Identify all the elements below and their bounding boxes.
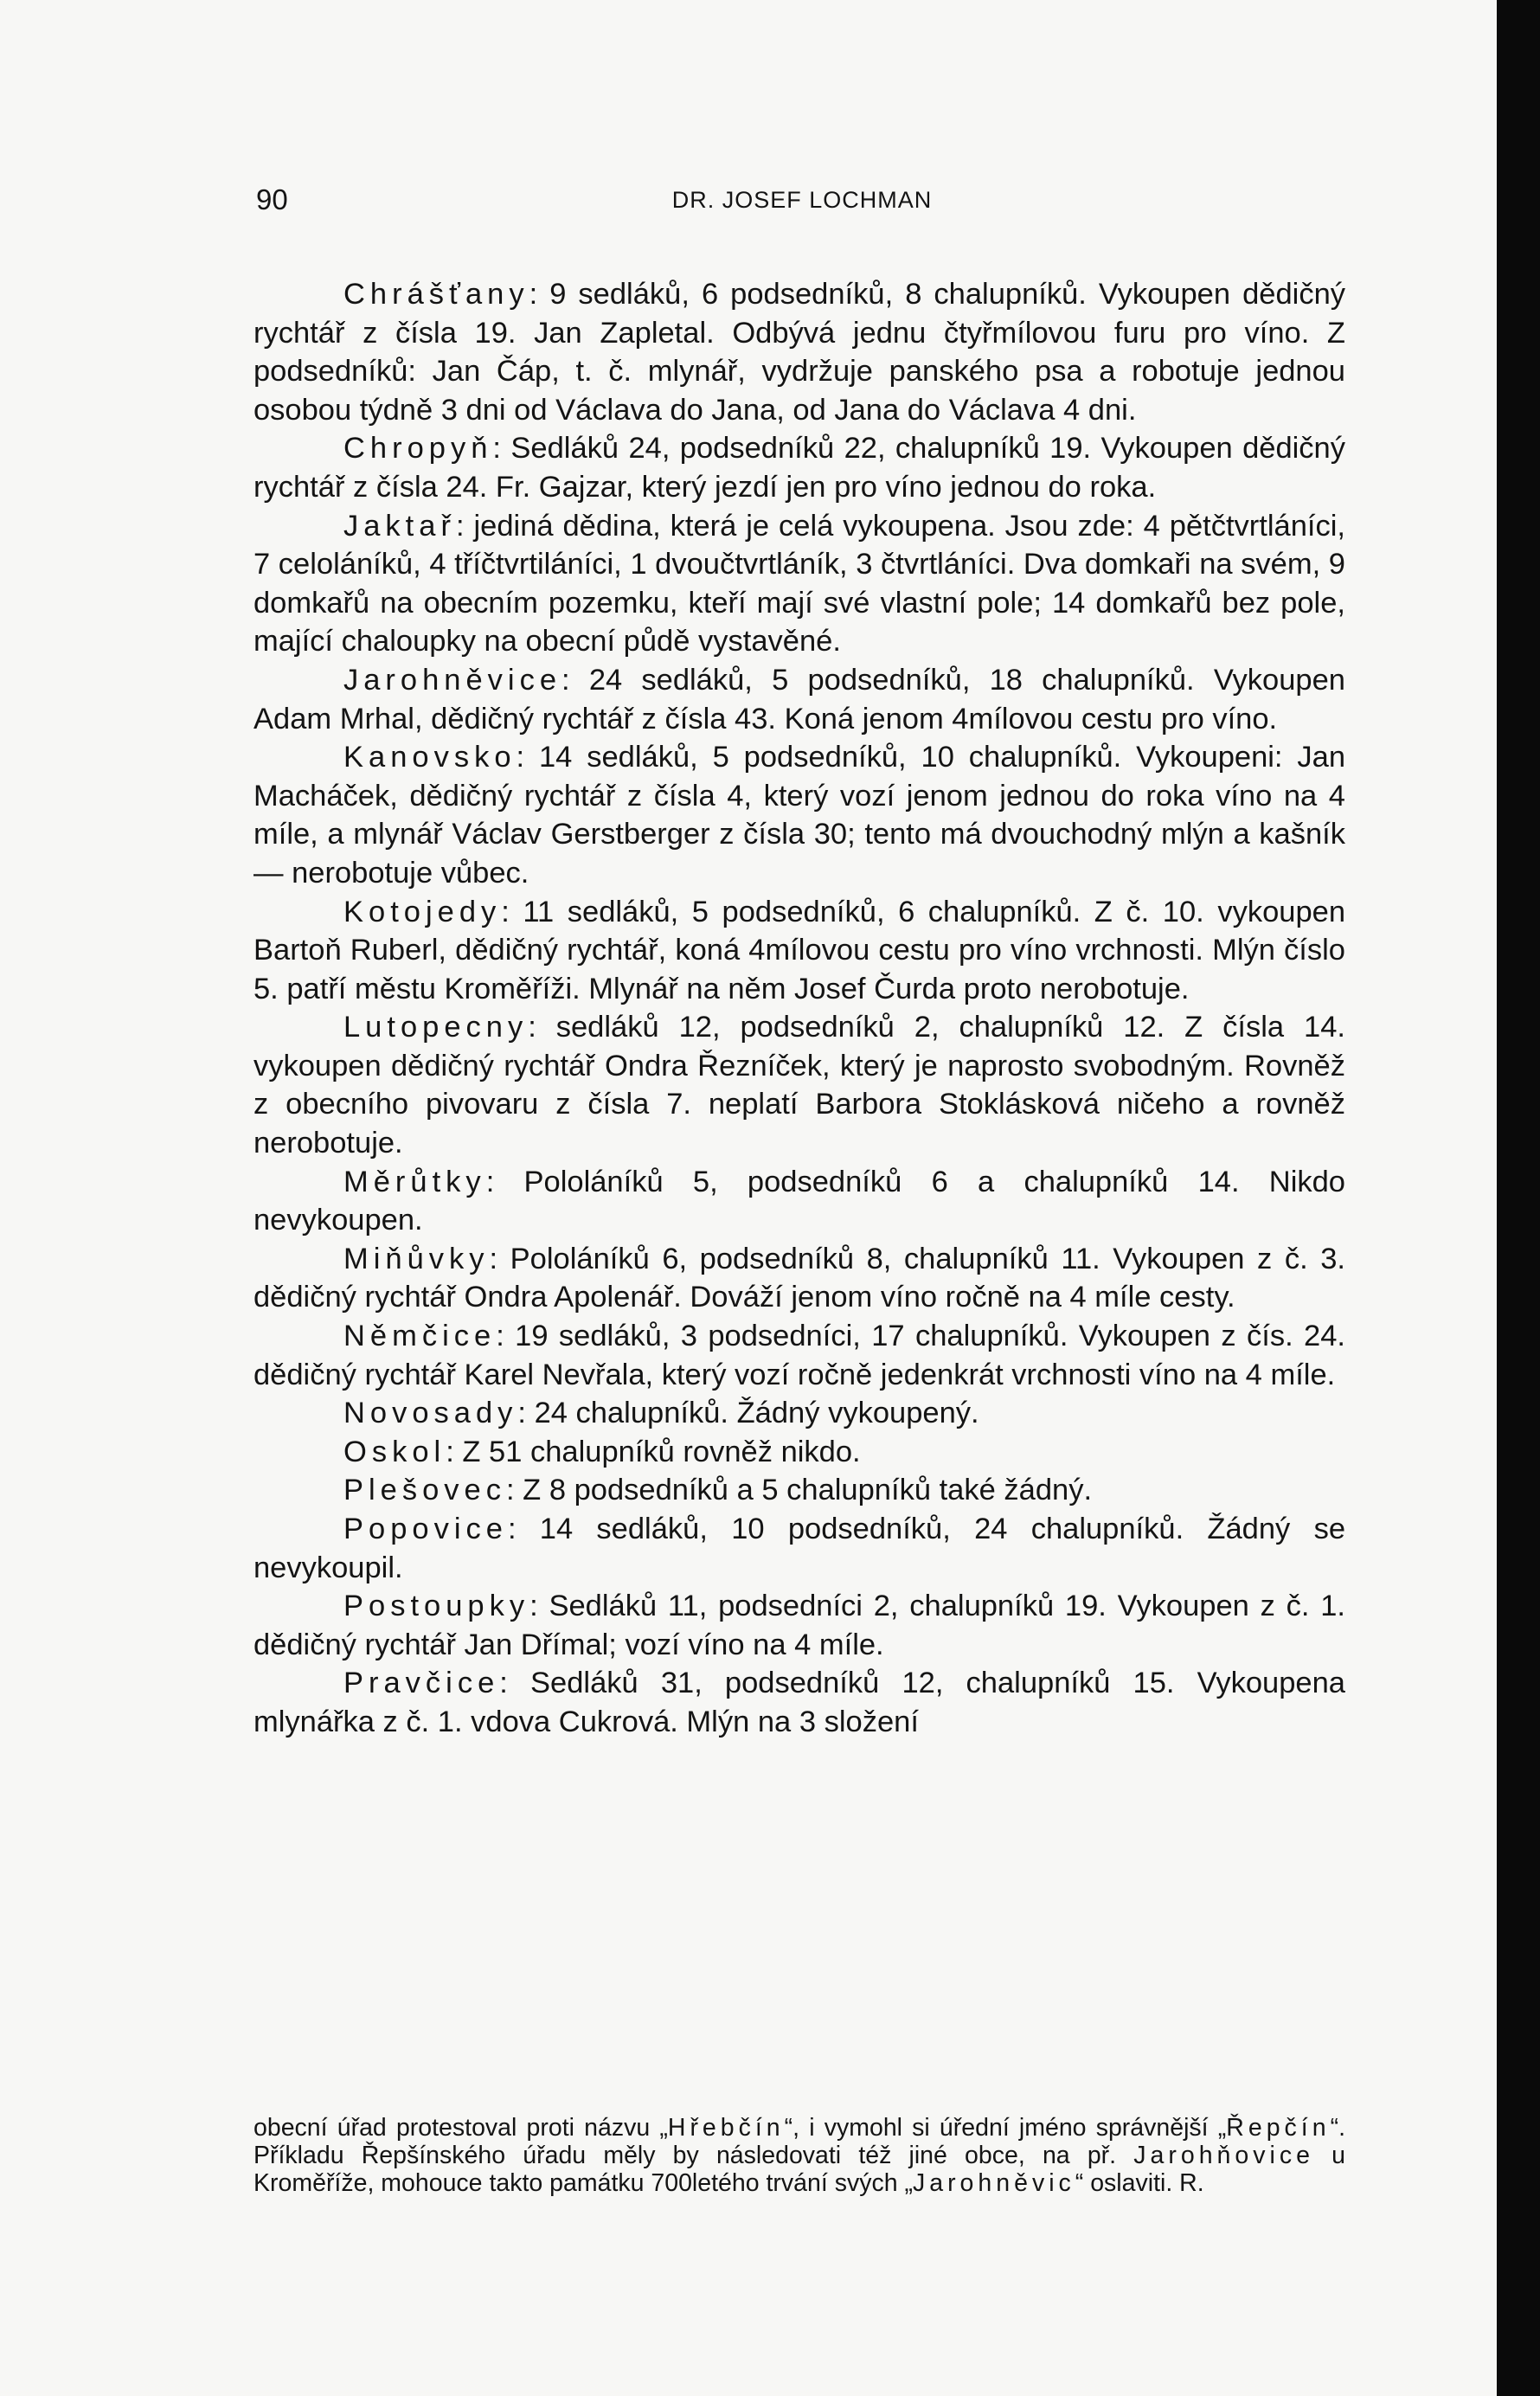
place-name: Lutopecny (343, 1011, 529, 1044)
scan-edge (1497, 0, 1540, 2396)
place-name: Oskol (343, 1435, 446, 1468)
footnote-segment: obecní úřad protestoval proti názvu „ (253, 2114, 668, 2142)
footnote-segment: “. Příkladu Řepšínského úřadu měly by následovati též jiné obce, na př. (253, 2114, 1345, 2169)
entry-text: jediná dědina, která je celá vykoupena. Jsou zde: 4 pětčtvrtláníci, 7 celoláníků, 4 tříčtvrtiláníci, 1 dvoučtvrtláník, 3 čtvrtláníci. Dva domkaři na svém, 9 domkařů na obecním pozemku, kteří mají své vlastní pole; 14 domkařů bez pole, mající chaloupky na obecní půdě vystavěné. (253, 509, 1345, 658)
footnote-name: Jarohňovice (1133, 2142, 1314, 2169)
entry-text: 24 chalupníků. Žádný vykoupený. (534, 1397, 979, 1430)
entry-text: Sedláků 11, podsedníci 2, chalupníků 19. Vykoupen z č. 1. dědičný rychtář Jan Dřímal; vozí víno na 4 míle. (253, 1590, 1345, 1661)
entry-text: Z 8 podsedníků a 5 chalupníků také žádný. (523, 1474, 1093, 1507)
place-name: Němčice (343, 1320, 497, 1353)
place-name: Miňůvky (343, 1242, 490, 1275)
place-name: Chrášťany (343, 278, 529, 311)
page-header (256, 183, 1348, 227)
place-name: Kanovsko (343, 741, 517, 774)
entry-nemcice: Němčice: 19 sedláků, 3 podsedníci, 17 chalupníků. Vykoupen z čís. 24. dědičný rychtář Karel Nevřala, který vozí ročně jedenkrát vrchnosti víno na 4 míle. (253, 1320, 1345, 1391)
entry-plesovec: Plešovec: Z 8 podsedníků a 5 chalupníků také žádný. (343, 1474, 1093, 1507)
place-name: Popovice (343, 1513, 508, 1545)
entry-text: Sedláků 31, podsedníků 12, chalupníků 15. Vykoupena mlynářka z č. 1. vdova Cukrová. Mlýn na 3 složení (253, 1667, 1345, 1738)
entry-popovice: Popovice: 14 sedláků, 10 podsedníků, 24 chalupníků. Žádný se nevykoupil. (253, 1513, 1346, 1584)
entry-pravcice: Pravčice: Sedláků 31, podsedníků 12, chalupníků 15. Vykoupena mlynářka z č. 1. vdova Cukrová. Mlýn na 3 složení (253, 1667, 1345, 1738)
entry-text: 24 sedláků, 5 podsedníků, 18 chalupníků. Vykoupen Adam Mrhal, dědičný rychtář z čísla 43. Koná jenom 4mílovou cestu pro víno. (253, 663, 1345, 736)
entry-lutopecny: Lutopecny: sedláků 12, podsedníků 2, chalupníků 12. Z čísla 14. vykoupen dědičný rychtář Ondra Řezníček, který je naprosto svobodným. Rovněž z obecního pivovaru z čísla 7. neplatí Barbora Stoklásková ničeho a rovněž nerobotuje. (253, 1011, 1345, 1160)
footnote-segment: “ oslaviti. R. (1075, 2169, 1204, 2197)
entry-jarohnevice: Jarohněvice: 24 sedláků, 5 podsedníků, 18 chalupníků. Vykoupen Adam Mrhal, dědičný rychtář z čísla 43. Koná jenom 4mílovou cestu pro víno. (253, 663, 1345, 736)
place-name: Měrůtky (343, 1165, 486, 1198)
entry-novosady: Novosady: 24 chalupníků. Žádný vykoupený. (343, 1397, 979, 1430)
entry-text: 19 sedláků, 3 podsedníci, 17 chalupníků. Vykoupen z čís. 24. dědičný rychtář Karel Nevřala, který vozí ročně jedenkrát vrchnosti víno na 4 míle. (253, 1320, 1345, 1391)
place-name: Plešovec (343, 1474, 506, 1507)
entry-oskol: Oskol: Z 51 chalupníků rovněž nikdo. (343, 1435, 861, 1468)
footnote-text (253, 2114, 1345, 2197)
entry-postoupky: Postoupky: Sedláků 11, podsedníci 2, chalupníků 19. Vykoupen z č. 1. dědičný rychtář Jan Dřímal; vozí víno na 4 míle. (253, 1590, 1345, 1661)
place-name: Novosady (343, 1397, 518, 1430)
entry-chrastany: Chrášťany: 9 sedláků, 6 podsedníků, 8 chalupníků. Vykoupen dědičný rychtář z čísla 19. Jan Zapletal. Odbývá jednu čtyřmílovou furu pro víno. Z podsedníků: Jan Čáp, t. č. mlynář, vydržuje panského psa a robotuje jednou osobou týdně 3 dni od Václava do Jana, od Jana do Václava 4 dni. (253, 278, 1346, 427)
footnote-segment: “, i vymohl si úřední jméno správnější „ (784, 2114, 1227, 2142)
entry-jaktar: Jaktař: jediná dědina, která je celá vykoupena. Jsou zde: 4 pětčtvrtláníci, 7 celoláníků, 4 tříčtvrtiláníci, 1 dvoučtvrtláník, 3 čtvrtláníci. Dva domkaři na svém, 9 domkařů na obecním pozemku, kteří mají své vlastní pole; 14 domkařů bez pole, mající chaloupky na obecní půdě vystavěné. (253, 509, 1345, 658)
entry-minuvky: Miňůvky: Pololáníků 6, podsedníků 8, chalupníků 11. Vykoupen z č. 3. dědičný rychtář Ondra Apolenář. Dováží jenom víno ročně na 4 míle cesty. (253, 1242, 1345, 1314)
place-name: Chropyň (343, 432, 493, 466)
entry-text: 11 sedláků, 5 podsedníků, 6 chalupníků. Z č. 10. vykoupen Bartoň Ruberl, dědičný rychtář, koná 4mílovou cestu pro víno vrchnosti. Mlýn číslo 5. patří městu Kroměříži. Mlynář na něm Josef Čurda proto nerobotuje. (253, 895, 1346, 1005)
body-text (253, 275, 1345, 1742)
entry-kanovsko: Kanovsko: 14 sedláků, 5 podsedníků, 10 chalupníků. Vykoupeni: Jan Macháček, dědičný rychtář z čísla 4, který vozí jenom jednou do roka víno na 4 míle, a mlynář Václav Gerstberger z čísla 30; tento má dvouchodný mlýn a kašník — nerobotuje vůbec. (253, 741, 1346, 890)
entry-merutky: Měrůtky: Pololáníků 5, podsedníků 6 a chalupníků 14. Nikdo nevykoupen. (253, 1165, 1345, 1237)
place-name: Pravčice (343, 1667, 500, 1700)
place-name: Jarohněvice (343, 663, 562, 697)
entry-text: 14 sedláků, 10 podsedníků, 24 chalupníků. Žádný se nevykoupil. (253, 1513, 1346, 1584)
entry-text: Pololáníků 5, podsedníků 6 a chalupníků 14. Nikdo nevykoupen. (253, 1165, 1345, 1237)
entry-text: Sedláků 24, podsedníků 22, chalupníků 19. Vykoupen dědičný rychtář z čísla 24. Fr. Gajzar, který jezdí jen pro víno jednou do roka. (253, 432, 1345, 504)
footnote-segment: u Kroměříže, mohouce takto památku 700letého trvání svých „ (253, 2142, 1345, 2197)
entry-text: Pololáníků 6, podsedníků 8, chalupníků 11. Vykoupen z č. 3. dědičný rychtář Ondra Apolenář. Dováží jenom víno ročně na 4 míle cesty. (253, 1242, 1345, 1314)
entry-chropyn: Chropyň: Sedláků 24, podsedníků 22, chalupníků 19. Vykoupen dědičný rychtář z čísla 24. Fr. Gajzar, který jezdí jen pro víno jednou do roka. (253, 432, 1345, 504)
entry-text: 14 sedláků, 5 podsedníků, 10 chalupníků. Vykoupeni: Jan Macháček, dědičný rychtář z čísla 4, který vozí jenom jednou do roka víno na 4 míle, a mlynář Václav Gerstberger z čísla 30; tento má dvouchodný mlýn a kašník — nerobotuje vůbec. (253, 741, 1346, 890)
footnote-name: Hřebčín (667, 2114, 785, 2142)
place-name: Kotojedy (343, 895, 502, 928)
place-name: Postoupky (343, 1590, 530, 1623)
running-head: DR. JOSEF LOCHMAN (671, 187, 933, 213)
place-name: Jaktař (343, 509, 456, 543)
entry-kotojedy: Kotojedy: 11 sedláků, 5 podsedníků, 6 chalupníků. Z č. 10. vykoupen Bartoň Ruberl, dědičný rychtář, koná 4mílovou cestu pro víno vrchnosti. Mlýn číslo 5. patří městu Kroměříži. Mlynář na něm Josef Čurda proto nerobotuje. (253, 895, 1346, 1005)
page-number: 90 (256, 183, 288, 215)
footnote (253, 2114, 1345, 2197)
footnote-name: Jarohněvic (912, 2169, 1075, 2197)
entry-text: 9 sedláků, 6 podsedníků, 8 chalupníků. Vykoupen dědičný rychtář z čísla 19. Jan Zapletal. Odbývá jednu čtyřmílovou furu pro víno. Z podsedníků: Jan Čáp, t. č. mlynář, vydržuje panského psa a robotuje jednou osobou týdně 3 dni od Václava do Jana, od Jana do Václava 4 dni. (253, 278, 1346, 427)
footnote-name: Řepčín (1226, 2114, 1331, 2142)
entry-text: Z 51 chalupníků rovněž nikdo. (462, 1435, 861, 1468)
entry-text: sedláků 12, podsedníků 2, chalupníků 12. Z čísla 14. vykoupen dědičný rychtář Ondra Řezníček, který je naprosto svobodným. Rovněž z obecního pivovaru z čísla 7. neplatí Barbora Stoklásková ničeho a rovněž nerobotuje. (253, 1011, 1345, 1160)
